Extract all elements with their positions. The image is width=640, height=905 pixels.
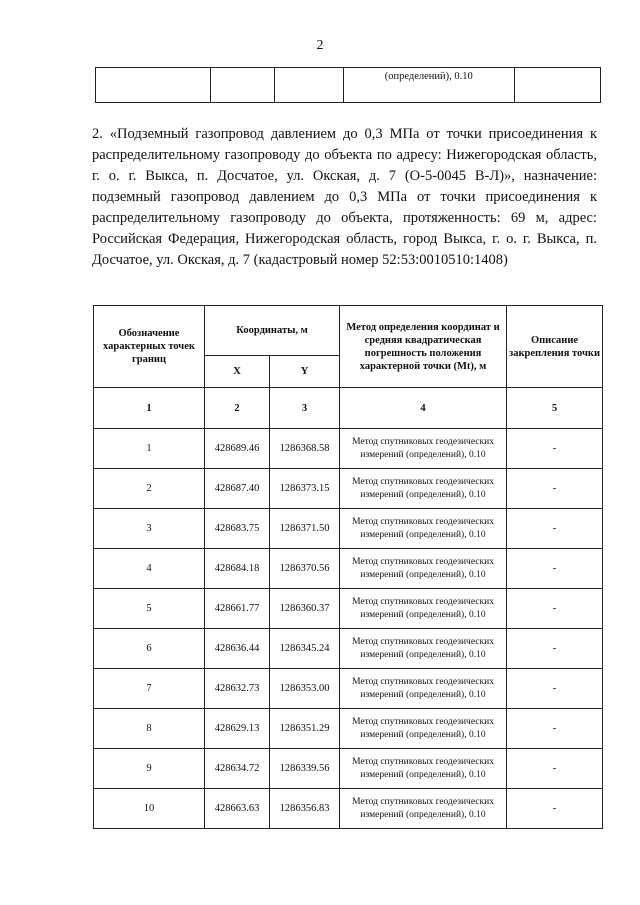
cell-method: Метод спутниковых геодезических измерений (определений), 0.10	[340, 629, 507, 669]
cell-point: 7	[94, 669, 205, 709]
cell-x: 428661.77	[205, 589, 270, 629]
continued-table	[95, 67, 601, 103]
cell-method: Метод спутниковых геодезических измерений (определений), 0.10	[340, 789, 507, 829]
table-row	[94, 429, 603, 469]
cell-point: 9	[94, 749, 205, 789]
cell-x: 428687.40	[205, 469, 270, 509]
cell-y: 1286339.56	[270, 749, 340, 789]
cell-method: Метод спутниковых геодезических измерений (определений), 0.10	[340, 429, 507, 469]
cell-x: 428663.63	[205, 789, 270, 829]
header-x: X	[205, 356, 270, 388]
cell-description: -	[507, 669, 603, 709]
cell-point: 2	[94, 469, 205, 509]
cell-x: 428632.73	[205, 669, 270, 709]
table-row	[94, 589, 603, 629]
cell-description: -	[507, 509, 603, 549]
cell-y: 1286371.50	[270, 509, 340, 549]
cell-y: 1286345.24	[270, 629, 340, 669]
cell-method: Метод спутниковых геодезических измерений (определений), 0.10	[340, 749, 507, 789]
header-method: Метод определения координат и средняя квадратическая погрешность положения характерной точки (Mt), м	[340, 306, 507, 388]
cell-y: 1286353.00	[270, 669, 340, 709]
cell-point: 3	[94, 509, 205, 549]
cell-method: Метод спутниковых геодезических измерений (определений), 0.10	[340, 589, 507, 629]
cell-point: 10	[94, 789, 205, 829]
cell-method: Метод спутниковых геодезических измерений (определений), 0.10	[340, 469, 507, 509]
cell-point: 8	[94, 709, 205, 749]
cell-description: -	[507, 629, 603, 669]
cell-y: 1286368.58	[270, 429, 340, 469]
table-cell-method: (определений), 0.10	[343, 68, 514, 103]
table-row	[94, 629, 603, 669]
column-number-row	[94, 388, 603, 429]
cell-description: -	[507, 789, 603, 829]
cell-x: 428634.72	[205, 749, 270, 789]
cell-x: 428683.75	[205, 509, 270, 549]
cell-point: 6	[94, 629, 205, 669]
page-number: 2	[316, 38, 324, 53]
column-number: 4	[340, 388, 507, 429]
table-cell	[514, 68, 600, 103]
cell-x: 428636.44	[205, 629, 270, 669]
header-description: Описание закрепления точки	[507, 306, 603, 388]
cell-method: Метод спутниковых геодезических измерений (определений), 0.10	[340, 709, 507, 749]
cell-method: Метод спутниковых геодезических измерений (определений), 0.10	[340, 509, 507, 549]
header-coordinates: Координаты, м	[205, 306, 340, 356]
cell-description: -	[507, 749, 603, 789]
header-y: Y	[270, 356, 340, 388]
header-point: Обозначение характерных точек границ	[94, 306, 205, 388]
table-row	[94, 789, 603, 829]
table-row	[94, 669, 603, 709]
table-cell	[210, 68, 274, 103]
cell-description: -	[507, 709, 603, 749]
header-row	[94, 306, 603, 356]
table-row	[94, 509, 603, 549]
column-number: 1	[94, 388, 205, 429]
cell-description: -	[507, 429, 603, 469]
table-row	[94, 549, 603, 589]
cell-x: 428629.13	[205, 709, 270, 749]
cell-point: 5	[94, 589, 205, 629]
object-description: 2. «Подземный газопровод давлением до 0,3 МПа от точки присоединения к распределительному газопроводу до объекта по адресу: Нижегородская область, г. о. г. Выкса, п. Досчатое, ул. Окская, д. 7 (О-5-0045 В-Л)», назначение: подземный газопровод давлением до 0,3 МПа от точки присоединения к распределительному газопроводу до объекта, протяженность: 69 м, адрес: Российская Федерация, Нижегородская область, город Выкса, г. о. г. Выкса, п. Досчатое, ул. Окская, д. 7 (кадастровый номер 52:53:0010510:1408)	[92, 126, 597, 268]
column-number: 5	[507, 388, 603, 429]
table-row	[94, 469, 603, 509]
cell-point: 4	[94, 549, 205, 589]
cell-method: Метод спутниковых геодезических измерений (определений), 0.10	[340, 669, 507, 709]
cell-x: 428684.18	[205, 549, 270, 589]
cell-y: 1286370.56	[270, 549, 340, 589]
table-row	[96, 68, 601, 103]
cell-y: 1286360.37	[270, 589, 340, 629]
cell-description: -	[507, 589, 603, 629]
cell-y: 1286373.15	[270, 469, 340, 509]
cell-y: 1286351.29	[270, 709, 340, 749]
cell-description: -	[507, 549, 603, 589]
table-cell	[275, 68, 343, 103]
column-number: 3	[270, 388, 340, 429]
cell-y: 1286356.83	[270, 789, 340, 829]
cell-point: 1	[94, 429, 205, 469]
table-row	[94, 709, 603, 749]
cell-x: 428689.46	[205, 429, 270, 469]
cell-method: Метод спутниковых геодезических измерений (определений), 0.10	[340, 549, 507, 589]
cell-description: -	[507, 469, 603, 509]
coordinates-table	[93, 305, 603, 829]
column-number: 2	[205, 388, 270, 429]
table-row	[94, 749, 603, 789]
table-cell	[96, 68, 211, 103]
